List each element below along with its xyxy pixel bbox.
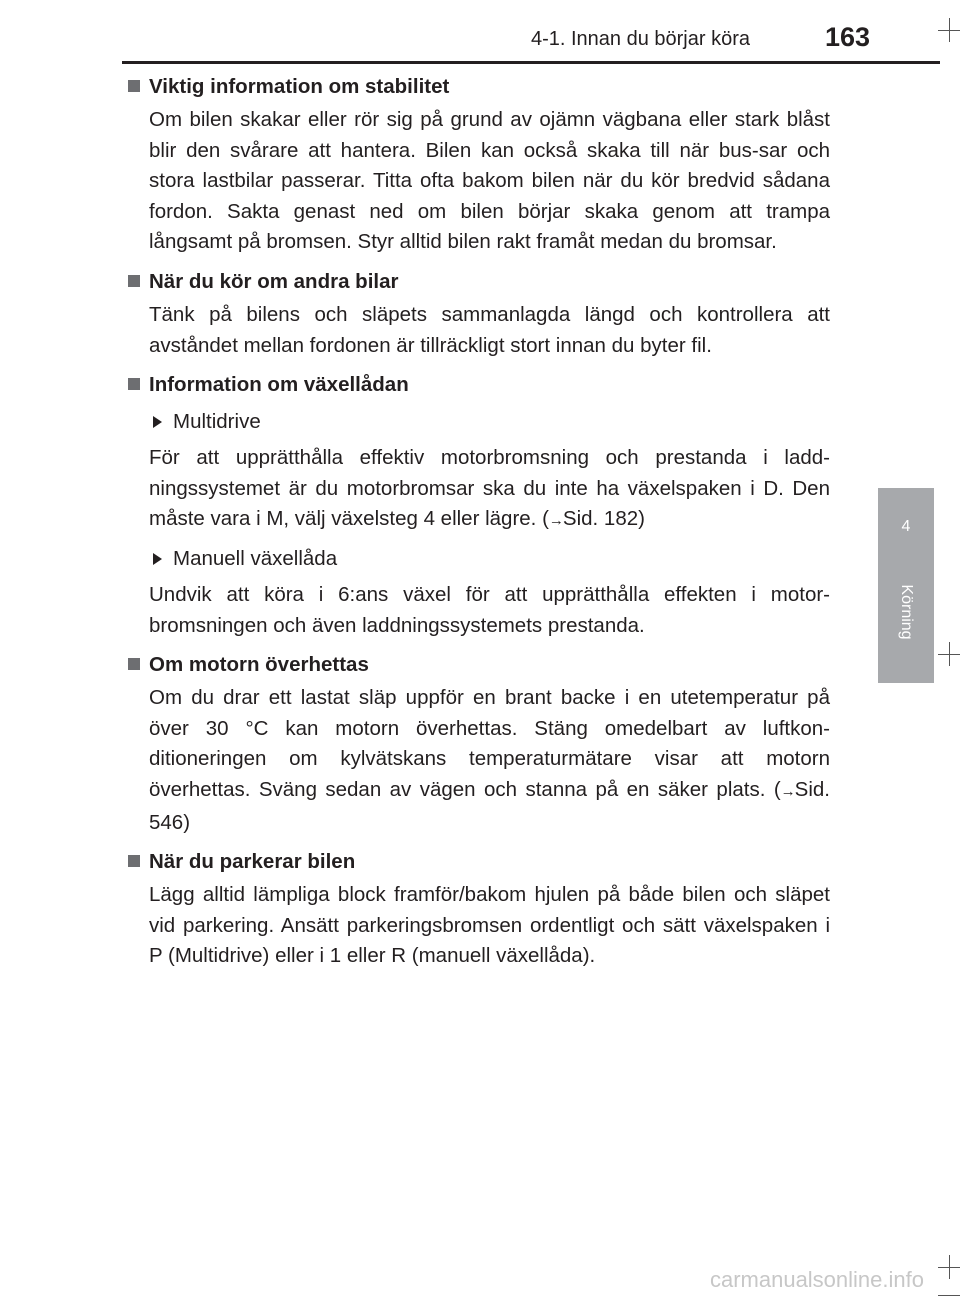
arrow-right-icon: → <box>780 782 795 800</box>
section-heading-transmission: Information om växellådan <box>125 368 830 401</box>
sub-heading-multidrive: Multidrive <box>173 407 830 437</box>
sub-heading-manual: Manuell växellåda <box>173 544 830 574</box>
page-reference-link[interactable]: Sid. 546) <box>149 777 830 834</box>
watermark: carmanualsonline.info <box>709 1267 924 1292</box>
triangle-bullet-icon <box>153 416 162 428</box>
section-heading-stability: Viktig information om stabilitet <box>125 70 830 103</box>
sub-body-manual: Undvik att köra i 6:ans växel för att upprätthålla effekten i motor-bromsningen och även laddningssystemets prestanda. <box>149 582 830 637</box>
section-heading-overtaking: När du kör om andra bilar <box>125 265 830 298</box>
square-bullet-icon <box>128 658 140 670</box>
square-bullet-icon <box>128 855 140 867</box>
sub-body-multidrive: För att upprätthålla effektiv motorbromsning och prestanda i ladd-ningssystemet är du motorbromsar ska du inte ha växelspaken i D. Den måste vara i M, välj växelsteg 4 eller lägre. (→Sid. 182) <box>149 446 830 531</box>
section-body-overheating: Om du drar ett lastat släp uppför en brant backe i en utetemperatur på över 30 °C kan motorn överhettas. Stäng omedelbart av luftkon-ditioneringen om kylvätskans temperaturmätare visar att motorn överhettas. Sväng sedan av vägen och stanna på en säker plats. (→Sid. 546) <box>149 686 830 834</box>
page-content <box>125 70 830 979</box>
square-bullet-icon <box>128 378 140 390</box>
chapter-number: 4 <box>901 518 911 535</box>
section-heading-overheating: Om motorn överhettas <box>125 648 830 681</box>
section-title: 4-1. Innan du börjar köra <box>530 28 750 50</box>
page-number: 163 <box>824 22 870 52</box>
page-reference-link[interactable]: Sid. 182) <box>562 507 645 531</box>
section-body-stability: Om bilen skakar eller rör sig på grund av ojämn vägbana eller stark blåst blir den svårare att hantera. Bilen kan också skaka till när bus-sar och stora lastbilar passerar. Titta ofta bakom bilen när du kör bredvid sådana fordon. Sakta genast ned om bilen börjar skaka genom att trampa långsamt på bromsen. Styr alltid bilen rakt framåt medan du bromsar. <box>149 108 830 254</box>
section-heading-parking: När du parkerar bilen <box>125 845 830 878</box>
square-bullet-icon <box>128 80 140 92</box>
square-bullet-icon <box>128 275 140 287</box>
arrow-right-icon: → <box>548 512 563 530</box>
section-body-parking: Lägg alltid lämpliga block framför/bakom hjulen på både bilen och släpet vid parkering. Ansätt parkeringsbromsen ordentligt och sätt växelspaken i P (Multidrive) eller i 1 eller R (manuell växellåda). <box>149 883 830 968</box>
chapter-label: Körning <box>898 584 915 640</box>
triangle-bullet-icon <box>153 553 162 565</box>
section-body-overtaking: Tänk på bilens och släpets sammanlagda längd och kontrollera att avståndet mellan fordonen är tillräckligt stort innan du byter fil. <box>149 302 830 357</box>
header-rule <box>122 61 940 64</box>
